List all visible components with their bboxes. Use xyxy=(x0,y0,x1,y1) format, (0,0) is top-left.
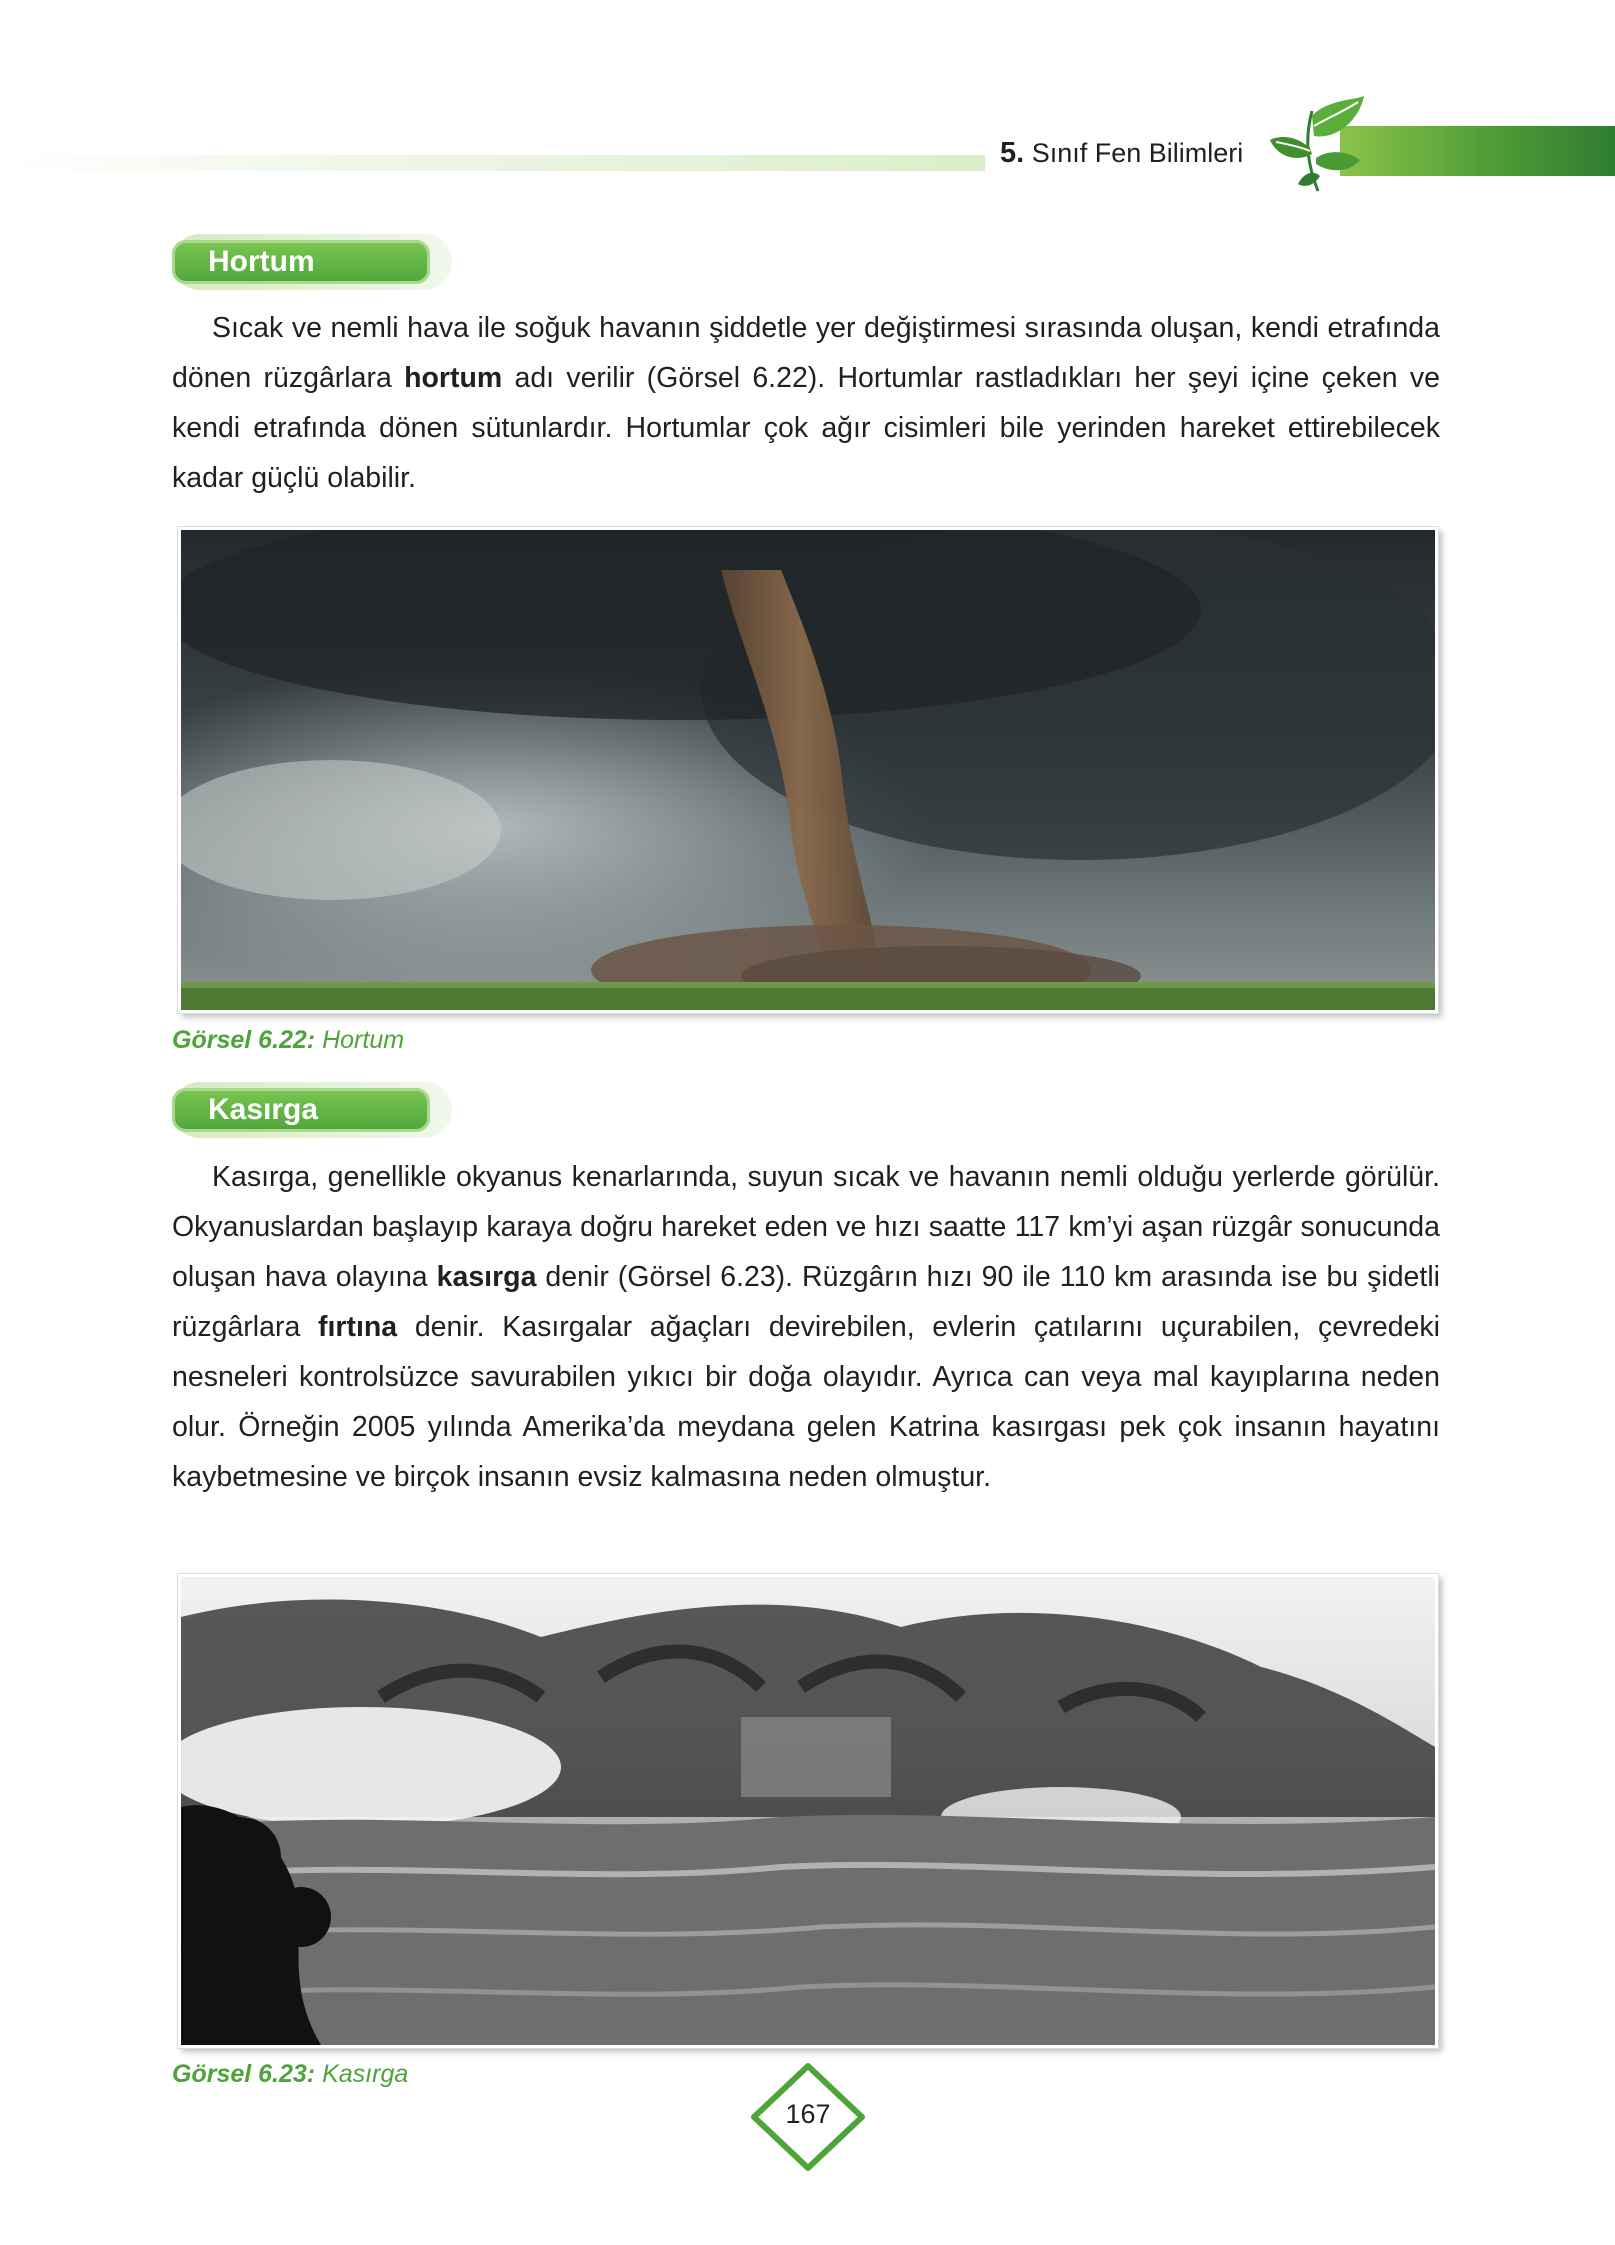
figure-title: Hortum xyxy=(322,1026,405,1054)
subject-label: Sınıf Fen Bilimleri xyxy=(1031,138,1244,168)
bold-term: kasırga xyxy=(436,1261,537,1293)
hurricane-image-icon xyxy=(181,1577,1435,2045)
section-heading-kasirga xyxy=(172,1082,452,1138)
figure-caption-6-22 xyxy=(172,1026,404,1055)
text-run: denir (Görsel 6.23). Rüzgârın hızı 90 ile 110 km arasında ise bu şidetli rüzgârlara xyxy=(172,1261,1440,1343)
figure-caption-6-23 xyxy=(172,2060,408,2089)
section-heading-text: Kasırga xyxy=(208,1093,319,1126)
bold-term: fırtına xyxy=(317,1311,398,1343)
hurricane-photo xyxy=(178,1574,1438,2048)
text-run: Sıcak ve nemli hava ile soğuk havanın şiddetle yer değiştirmesi sırasında oluşan, kendi etrafında dönen rüzgârlara xyxy=(172,312,1440,394)
text-run: Kasırga, genellikle okyanus kenarlarında, suyun sıcak ve havanın nemli olduğu yerlerde görülür. Okyanuslardan başlayıp karaya doğru hareket eden ve hızı saatte 117 km’yi aşan rüzgâr sonucunda oluşan hava olayına xyxy=(172,1161,1440,1293)
header-green-band xyxy=(1340,126,1615,176)
section-heading-hortum xyxy=(172,234,452,290)
tornado-image-icon xyxy=(181,530,1435,1010)
paragraph-kasirga xyxy=(172,1152,1440,1502)
section-heading-pill xyxy=(172,240,430,284)
tornado-photo xyxy=(178,527,1438,1013)
bold-term: hortum xyxy=(404,362,503,394)
paragraph-hortum xyxy=(172,303,1440,503)
figure-label: Görsel 6.23: xyxy=(172,2060,316,2088)
figure-title: Kasırga xyxy=(322,2060,409,2088)
page-number: 167 xyxy=(785,2099,831,2129)
figure-label: Görsel 6.22: xyxy=(172,1026,316,1054)
text-run: denir. Kasırgalar ağaçları devirebilen, evlerin çatılarını uçurabilen, çevredeki nesneleri kontrolsüzce savurabilen yıkıcı bir doğa olayıdır. Ayrıca can veya mal kayıplarına neden olur. Örneğin 2005 yılında Amerika’da meydana gelen Katrina kasırgası pek çok insanın hayatını kaybetmesine ve birçok insanın evsiz kalmasına neden olmuştur. xyxy=(172,1311,1440,1493)
text-run: adı verilir (Görsel 6.22). Hortumlar rastladıkları her şeyi içine çeken ve kendi etrafında dönen sütunlardır. Hortumlar çok ağır cisimleri bile yerinden hareket ettirebilecek kadar güçlü olabilir. xyxy=(172,362,1440,494)
section-heading-text: Hortum xyxy=(208,245,315,278)
section-heading-pill xyxy=(172,1088,430,1132)
grade-label: 5. xyxy=(1000,137,1025,169)
header-rule xyxy=(0,155,985,171)
book-title xyxy=(1000,133,1262,173)
leaf-logo-icon xyxy=(1268,96,1368,196)
